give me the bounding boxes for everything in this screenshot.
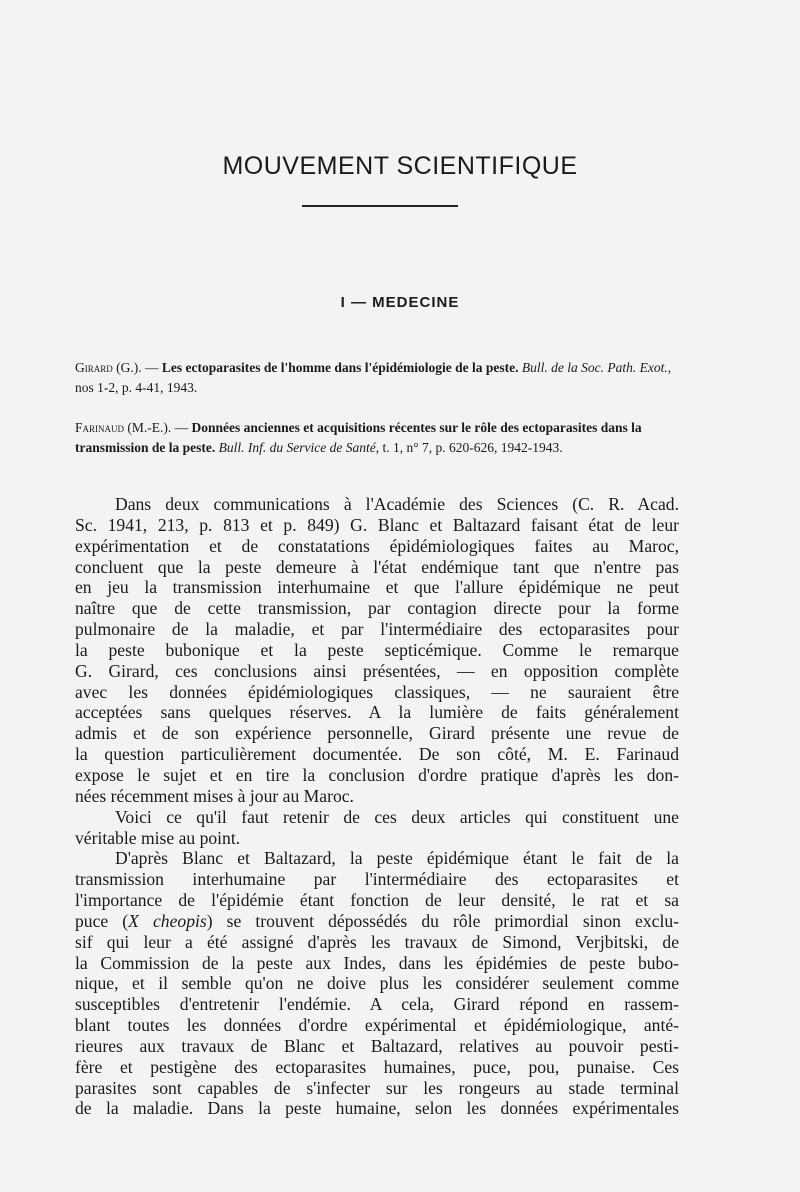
reference-details: , t. 1, n° 7, p. 620-626, 1942-1943.	[375, 440, 563, 455]
body-line: parasites sont capables de s'infecter sur les rongeurs au stade terminal	[75, 1077, 679, 1098]
reference-journal: Bull. de la Soc. Path. Exot.	[521, 360, 668, 375]
body-line: Dans deux communications à l'Académie des Sciences (C. R. Acad.	[115, 494, 679, 514]
body-line: acceptées sans quelques réserves. A la lumière de faits généralement	[75, 702, 679, 723]
reference-dash: —	[141, 360, 162, 375]
body-line: G. Girard, ces conclusions ainsi présentées, — en opposition complète	[75, 660, 679, 681]
body-line: la peste bubonique et la peste septicémique. Comme le remarque	[75, 639, 679, 660]
body-line: concluent que la peste demeure à l'état endémique tant que n'entre pas	[75, 556, 679, 577]
body-line: expose le sujet et en tire la conclusion d'ordre pratique d'après les don-	[75, 764, 679, 785]
body-line: Voici ce qu'il faut retenir de ces deux articles qui constituent une	[115, 806, 679, 827]
species-name: X cheopis	[128, 910, 207, 931]
body-line: la Commission de la peste aux Indes, dans les épidémies de peste bubo-	[75, 952, 679, 973]
body-line: nées récemment mises à jour au Maroc.	[75, 785, 354, 806]
reference-girard	[75, 358, 689, 398]
reference-title: Données anciennes et acquisitions récentes sur le rôle des ectoparasites dans la transmission de la peste.	[75, 420, 642, 455]
body-line: en jeu la transmission interhumaine et que l'allure épidémique ne peut	[75, 577, 679, 598]
reference-title: Les ectoparasites de l'homme dans l'épidémiologie de la peste.	[161, 360, 519, 375]
title-divider	[302, 205, 458, 207]
body-line: pulmonaire de la maladie, et par l'intermédiaire des ectoparasites pour	[75, 619, 679, 640]
reference-details: , nos 1-2, p. 4-41, 1943.	[75, 360, 672, 395]
reference-farinaud	[75, 418, 689, 458]
body-line: la question particulièrement documentée. De son côté, M. E. Farinaud	[75, 744, 679, 765]
body-line: transmission interhumaine par l'intermédiaire des ectoparasites et	[75, 869, 679, 890]
body-line: admis et de son expérience personnelle, Girard présente une revue de	[75, 723, 679, 744]
body-line: de la maladie. Dans la peste humaine, selon les données expérimentales	[75, 1098, 679, 1119]
body-line: blant toutes les données d'ordre expérimental et épidémiologique, anté-	[75, 1015, 679, 1036]
reference-journal: Bull. Inf. du Service de Santé	[218, 440, 376, 455]
body-line: D'après Blanc et Baltazard, la peste épidémique étant le fait de la	[115, 848, 679, 869]
reference-author: Girard (G.).	[75, 360, 142, 375]
body-line: expérimentation et de constatations épidémiologiques faites au Maroc,	[75, 535, 679, 556]
reference-author: Farinaud (M.-E.).	[75, 420, 172, 435]
body-line: véritable mise au point.	[75, 827, 241, 848]
body-text	[75, 494, 679, 1119]
body-line: naître que de cette transmission, par contagion directe pour la forme	[75, 598, 679, 619]
section-heading: I — MEDECINE	[340, 294, 460, 311]
body-line: Sc. 1941, 213, p. 813 et p. 849) G. Blanc et Baltazard faisant état de leur	[75, 514, 679, 535]
body-line: fère et pestigène des ectoparasites humaines, puce, pou, punaise. Ces	[75, 1056, 679, 1077]
body-line: avec les données épidémiologiques classiques, — ne sauraient être	[75, 681, 679, 702]
reference-dash: —	[171, 420, 192, 435]
body-line: sif qui leur a été assigné d'après les travaux de Simond, Verjbitski, de	[75, 931, 679, 952]
body-line: rieures aux travaux de Blanc et Baltazard, relatives au pouvoir pesti-	[75, 1035, 679, 1056]
body-line: susceptibles d'entretenir l'endémie. A cela, Girard répond en rassem-	[75, 994, 679, 1015]
body-line: l'importance de l'épidémie étant fonction de leur densité, le rat et sa	[75, 890, 679, 911]
body-line: puce (X cheopis) se trouvent dépossédés du rôle primordial sinon exclu-	[75, 910, 679, 931]
page-title: MOUVEMENT SCIENTIFIQUE	[222, 152, 578, 180]
body-line: nique, et il semble qu'on ne doive plus les considérer seulement comme	[75, 973, 679, 994]
